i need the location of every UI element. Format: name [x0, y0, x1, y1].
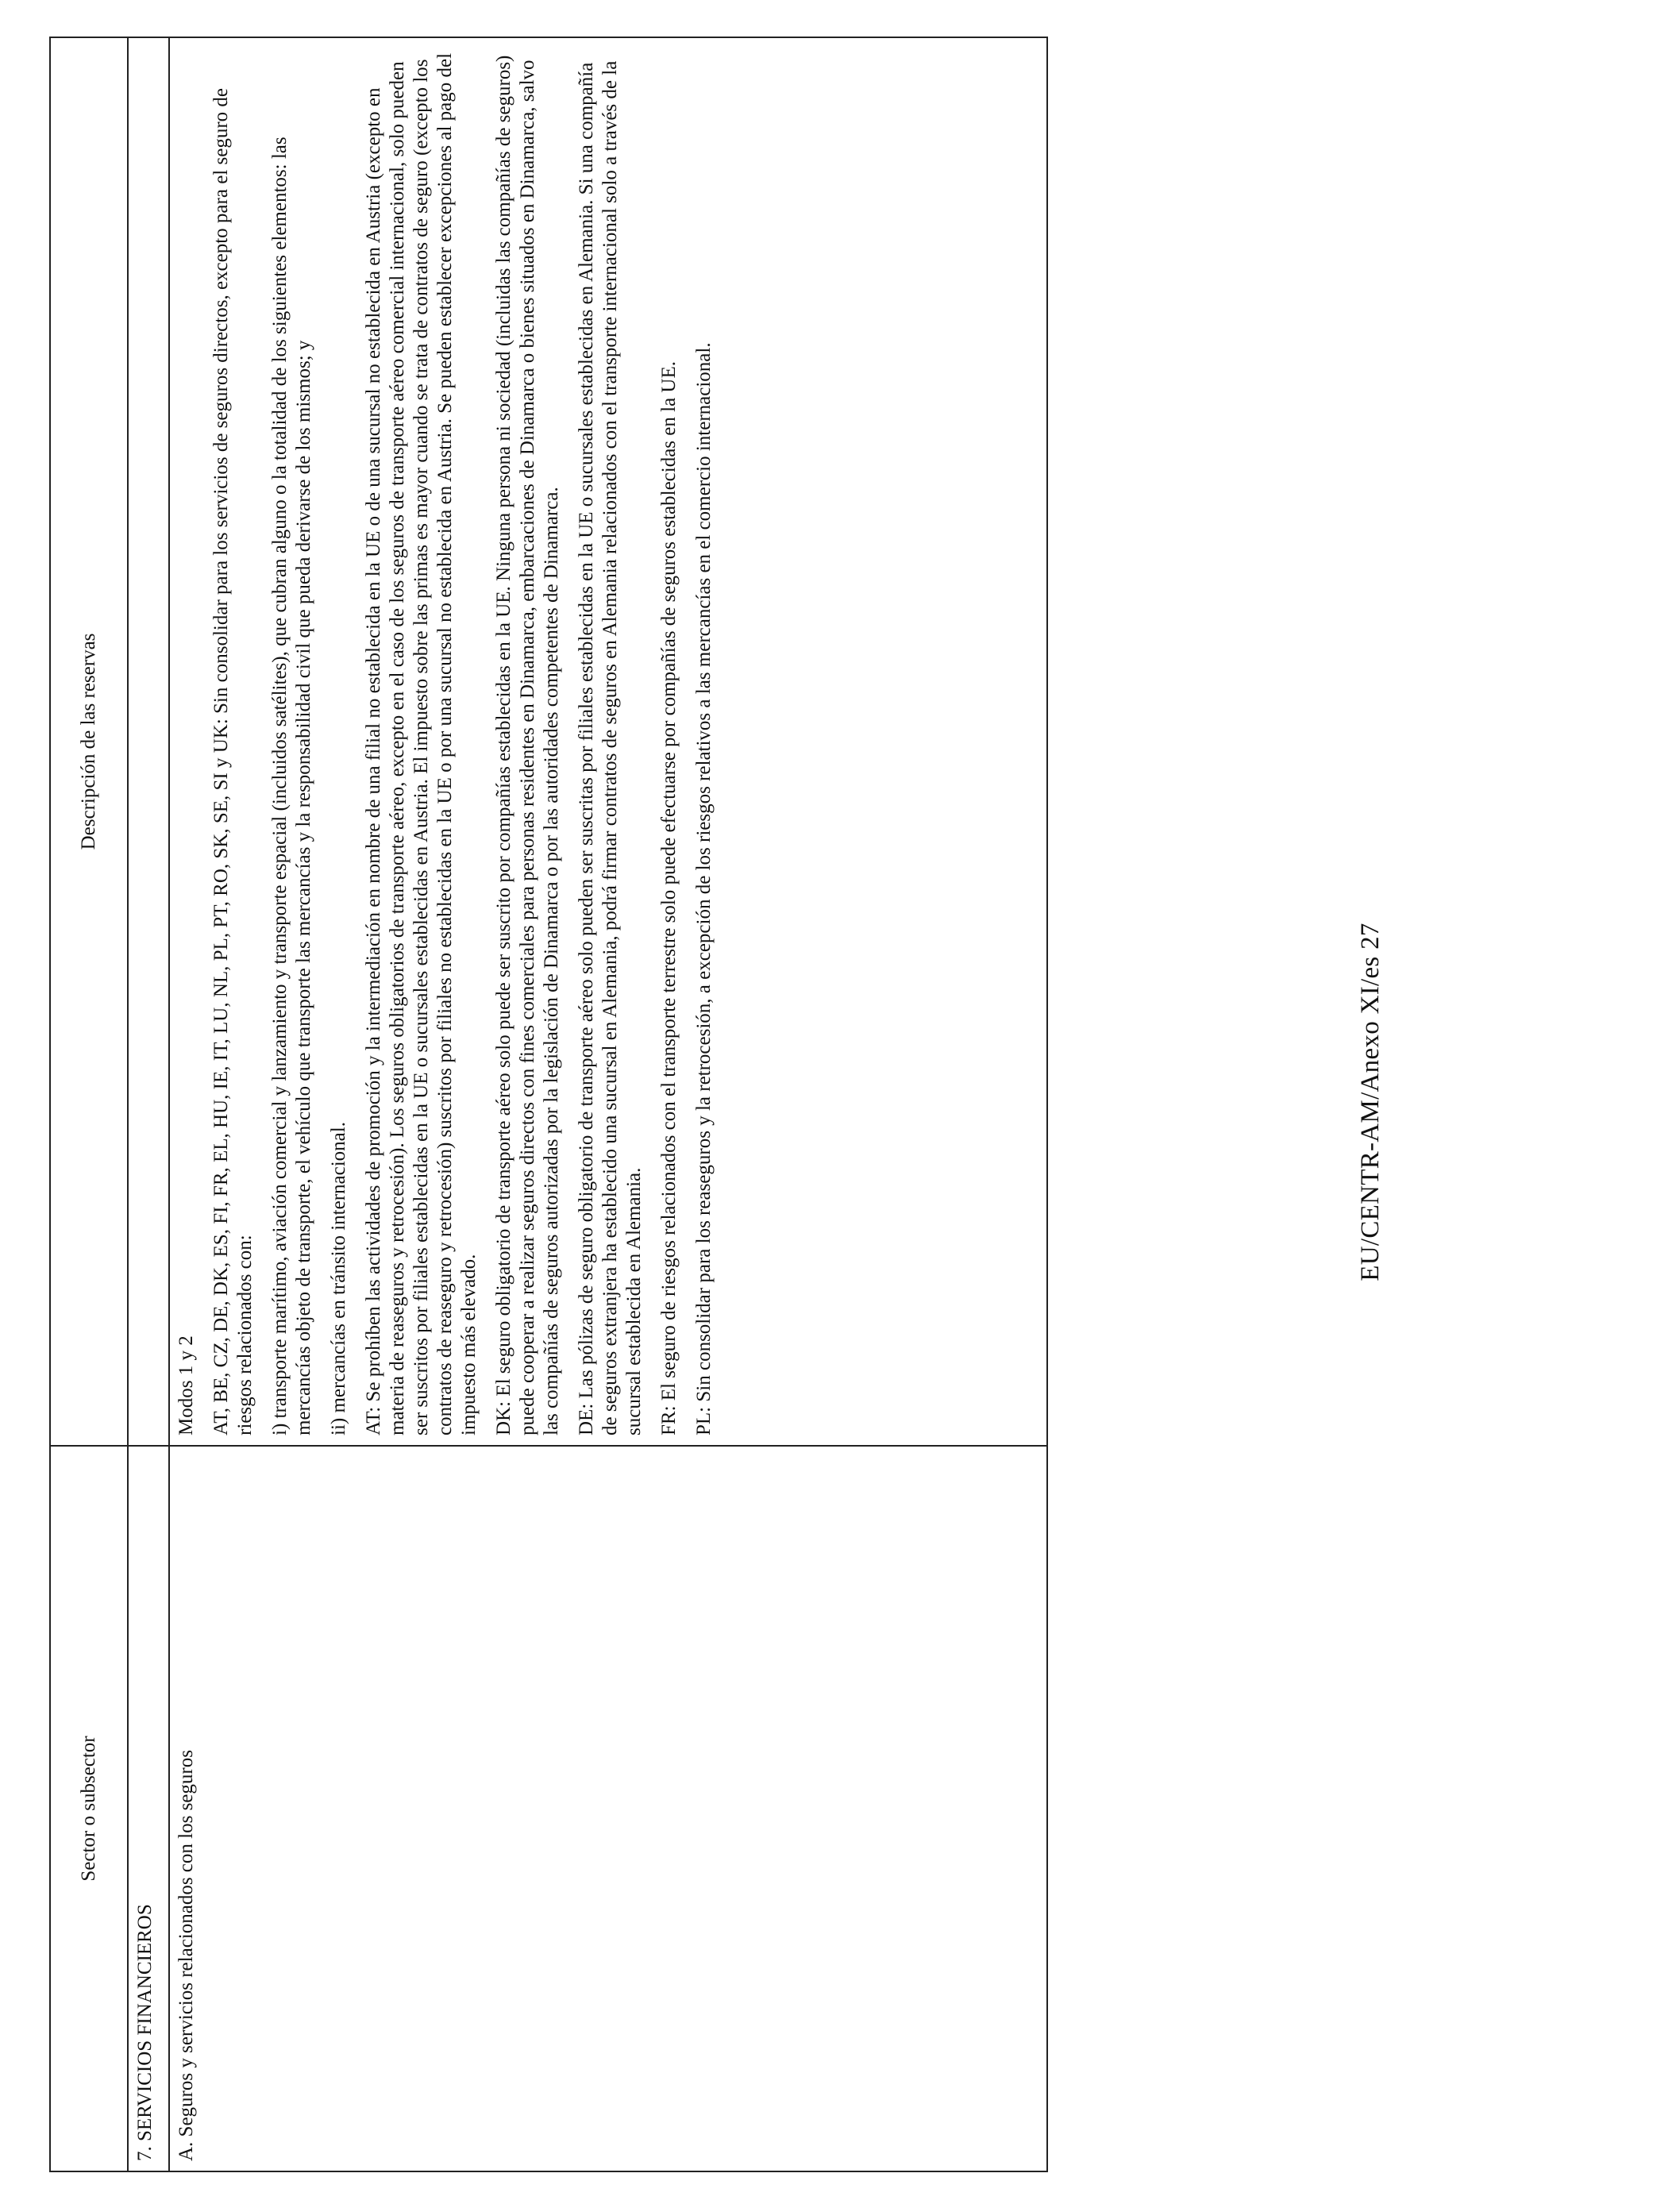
header-description: Descripción de las reservas	[50, 37, 128, 1446]
paragraph-item-i: i) transporte marítimo, aviación comercial y lanzamiento y transporte espacial (incluidos satélites), que cubran alguno o la totalidad de los siguientes elementos: las mercancías objeto de transporte, el vehículo que transporte las mercancías y la responsabilidad civil que pueda derivarse de los mismos; y	[269, 137, 314, 1435]
sector-cell: A. Seguros y servicios relacionados con los seguros	[169, 1446, 1047, 2171]
paragraph-at: AT: Se prohíben las actividades de promoción y la intermediación en nombre de una filial no establecida en la UE o de una sucursal no establecida en Austria (excepto en materia de reaseguros y retrocesión). Los seguros obligatorios de transporte aéreo, excepto en el caso de los seguros de transporte aéreo comercial internacional, solo pueden ser suscritos por filiales establecidas en la UE o sucursales establecidas en Austria. El impuesto sobre las primas es mayor cuando se trata de contratos de seguro (excepto los contratos de reaseguro y retrocesión) suscritos por filiales no establecidas en la UE o por una sucursal no establecida en Austria. Se pueden establecer excepciones al pago del impuesto más elevado.	[363, 52, 480, 1435]
description-cell	[169, 37, 1047, 1446]
header-sector: Sector o subsector	[50, 1446, 128, 2171]
table-row	[169, 37, 1047, 2171]
paragraph-countries: AT, BE, CZ, DE, DK, ES, FI, FR, EL, HU, IE, IT, LU, NL, PL, PT, RO, SK, SE, SI y UK: Sin consolidar para los servicios de seguros directos, excepto para el seguro de riesgos relacionados con:	[210, 88, 256, 1435]
section-title: 7. SERVICIOS FINANCIEROS	[128, 1446, 169, 2171]
paragraph-dk: DK: El seguro obligatorio de transporte aéreo solo puede ser suscrito por compañías establecidas en la UE. Ninguna persona ni sociedad (incluidas las compañías de seguros) puede cooperar a realizar seguros directos con fines comerciales para personas residentes en Dinamarca, embarcaciones de Dinamarca o bienes situados en Dinamarca, salvo las compañías de seguros autorizadas por la legislación de Dinamarca o por las autoridades competentes de Dinamarca.	[493, 55, 562, 1435]
paragraph-modes: Modos 1 y 2	[175, 1335, 197, 1435]
paragraph-fr: FR: El seguro de riesgos relacionados con el transporte terrestre solo puede efectuarse por compañías de seguros establecidas en la UE.	[658, 360, 680, 1435]
section-empty-cell	[128, 37, 169, 1446]
paragraph-item-ii: ii) mercancías en tránsito internacional.	[328, 1122, 349, 1435]
section-row	[128, 37, 169, 2171]
paragraph-de: DE: Las pólizas de seguro obligatorio de transporte aéreo solo pueden ser suscritas por filiales establecidas en la UE o sucursales establecidas en Alemania. Si una compañía de seguros extranjera ha establecido una sucursal en Alemania, podrá firmar contratos de seguros en Alemania relacionados con el transporte internacional solo a través de la sucursal establecida en Alemania.	[576, 60, 645, 1435]
page-footer: EU/CENTR-AM/Anexo XI/es 27	[1356, 923, 1385, 1281]
paragraph-pl: PL: Sin consolidar para los reaseguros y la retrocesión, a excepción de los riesgos relativos a las mercancías en el comercio internacional.	[693, 342, 715, 1435]
reservations-table	[49, 37, 1048, 2172]
table-header-row	[50, 37, 128, 2171]
